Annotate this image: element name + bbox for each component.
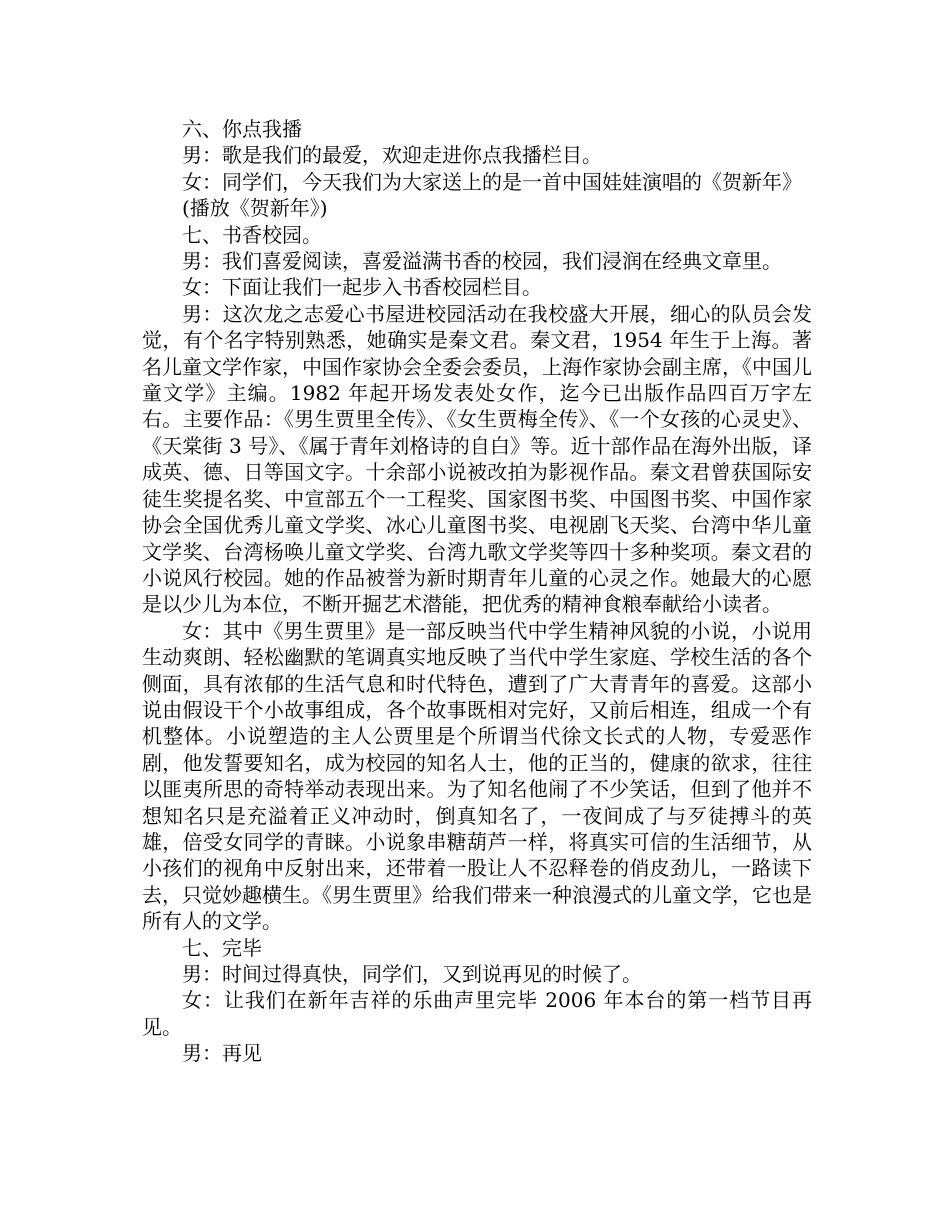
dialogue-female-paragraph: 女：其中《男生贾里》是一部反映当代中学生精神风貌的小说，小说用生动爽朗、轻松幽默的笔调真实地反映了当代中学生家庭、学校生活的各个侧面，具有浓郁的生活气息和时代特色，遭到了广大青青年的喜爱。这部小说由假设干个小故事组成，各个故事既相对完好，又前后相连，组成一个有机整体。小说塑造的主人公贾里是个所谓当代徐文长式的人物，专爱恶作剧，他发誓要知名，成为校园的知名人士，他的正当的，健康的欲求，往往以匪夷所思的奇特举动表现出来。为了知名他闹了不少笑话，但到了他并不想知名只是充溢着正义冲动时，倒真知名了，一夜间成了与歹徒搏斗的英雄，倍受女同学的青睐。小说象串糖葫芦一样，将真实可信的生活细节，从小孩们的视角中反射出来，还带着一股让人不忍释卷的俏皮劲儿，一路读下去，只觉妙趣横生。《男生贾里》给我们带来一种浪漫式的儿童文学，它也是所有人的文学。 xyxy=(142,618,812,934)
dialogue-male-line: 男：再见 xyxy=(182,1041,262,1066)
section-heading-book-campus: 七、书香校园。 xyxy=(182,222,322,247)
dialogue-male-paragraph: 男：这次龙之志爱心书屋进校园活动在我校盛大开展，细心的队员会发觉，有个名字特别熟悉，她确实是秦文君。秦文君，1954 年生于上海。著名儿童文学作家，中国作家协会全委会委员，上海作家协会副主席，《中国儿童文学》主编。1982 年起开场发表处女作，迄今已出版作品四百万字左右。主要作品：《男生贾里全传》、《女生贾梅全传》、《一个女孩的心灵史》、《天棠街 3 号》、《属于青年刘格诗的自白》等。近十部作品在海外出版，译成英、德、日等国文字。十余部小说被改拍为影视作品。秦文君曾获国际安徒生奖提名奖、中宣部五个一工程奖、国家图书奖、中国图书奖、中国作家协会全国优秀儿童文学奖、冰心儿童图书奖、电视剧飞天奖、台湾中华儿童文学奖、台湾杨唤儿童文学奖、台湾九歌文学奖等四十多种奖项。秦文君的小说风行校园。她的作品被誉为新时期青年儿童的心灵之作。她最大的心愿是以少儿为本位，不断开掘艺术潜能，把优秀的精神食粮奉献给小读者。 xyxy=(142,301,812,617)
dialogue-female-line: 女：同学们，今天我们为大家送上的是一首中国娃娃演唱的《贺新年》 xyxy=(182,169,802,194)
dialogue-male-line: 男：歌是我们的最爱，欢迎走进你点我播栏目。 xyxy=(182,143,602,168)
dialogue-female-line: 女：让我们在新年吉祥的乐曲声里完毕 2006 年本台的第一档节目再见。 xyxy=(142,988,812,1039)
document-page xyxy=(142,116,812,1067)
stage-direction: (播放《贺新年》) xyxy=(182,196,328,221)
dialogue-male-line: 男：我们喜爱阅读，喜爱溢满书香的校园，我们浸润在经典文章里。 xyxy=(182,249,782,274)
section-heading-request-song: 六、你点我播 xyxy=(182,117,302,141)
dialogue-male-line: 男：时间过得真快，同学们，又到说再见的时候了。 xyxy=(182,962,642,986)
dialogue-female-line: 女：下面让我们一起步入书香校园栏目。 xyxy=(182,275,542,300)
section-heading-ending: 七、完毕 xyxy=(182,935,262,960)
